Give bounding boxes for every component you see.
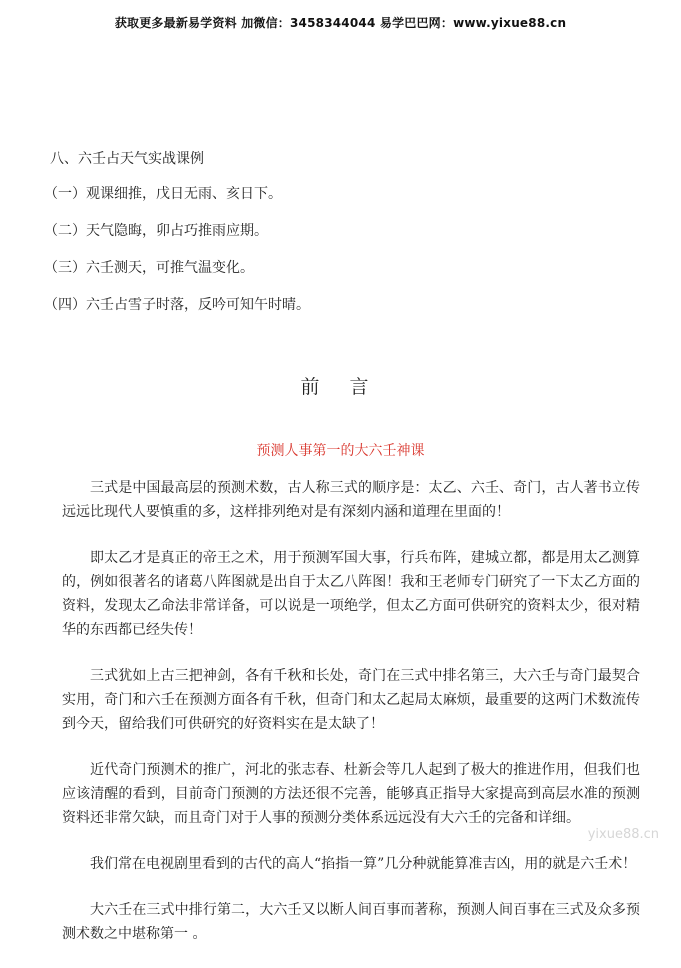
toc-title: 八、六壬占天气实战课例 bbox=[50, 151, 204, 167]
paragraph: 三式犹如上古三把神剑，各有千秋和长处，奇门在三式中排名第三，大六壬与奇门最契合实用，奇门和六壬在预测方面各有千秋，但奇门和太乙起局太麻烦，最重要的这两门术数流传到今天，留给我们可供研究的好资料实在是太缺了！ bbox=[62, 668, 640, 732]
table-of-contents bbox=[44, 148, 650, 331]
toc-item: （二）天气隐晦，卯占巧推雨应期。 bbox=[44, 223, 268, 239]
toc-item: （三）六壬测天，可推气温变化。 bbox=[44, 260, 254, 276]
preface-heading: 前 言 bbox=[300, 376, 381, 398]
toc-item: （四）六壬占雪子时落，反吟可知午时晴。 bbox=[44, 297, 310, 313]
paragraph: 三式是中国最高层的预测术数，古人称三式的顺序是：太乙、六壬、奇门，古人著书立传远远比现代人要慎重的多，这样排列绝对是有深刻内涵和道理在里面的！ bbox=[62, 480, 640, 520]
preface-subtitle: 预测人事第一的大六壬神课 bbox=[256, 443, 425, 459]
header-banner: 获取更多最新易学资料 加微信：3458344044 易学巴巴网：www.yixue88.cn bbox=[114, 16, 567, 30]
paragraph: 近代奇门预测术的推广，河北的张志春、杜新会等几人起到了极大的推进作用，但我们也应该清醒的看到，目前奇门预测的方法还很不完善，能够真正指导大家提高到高层水准的预测资料还非常欠缺，而且奇门对于人事的预测分类体系远远没有大六壬的完备和详细。 bbox=[62, 762, 640, 826]
toc-item: （一）观课细推，戊日无雨、亥日下。 bbox=[44, 186, 282, 202]
paragraph: 我们常在电视剧里看到的古代的高人“掐指一算”几分种就能算准吉凶，用的就是六壬术！ bbox=[90, 856, 637, 872]
paragraph: 即太乙才是真正的帝王之术，用于预测军国大事，行兵布阵，建城立都，都是用太乙测算的，例如很著名的诸葛八阵图就是出自于太乙八阵图！我和王老师专门研究了一下太乙方面的资料，发现太乙命法非常详备，可以说是一项绝学，但太乙方面可供研究的资料太少，很对精华的东西都已经失传！ bbox=[62, 550, 640, 638]
preface-body bbox=[62, 476, 640, 968]
paragraph: 大六壬在三式中排行第二，大六壬又以断人间百事而著称，预测人间百事在三式及众多预测术数之中堪称第一 。 bbox=[62, 902, 640, 942]
watermark: yixue88.cn bbox=[587, 827, 659, 842]
